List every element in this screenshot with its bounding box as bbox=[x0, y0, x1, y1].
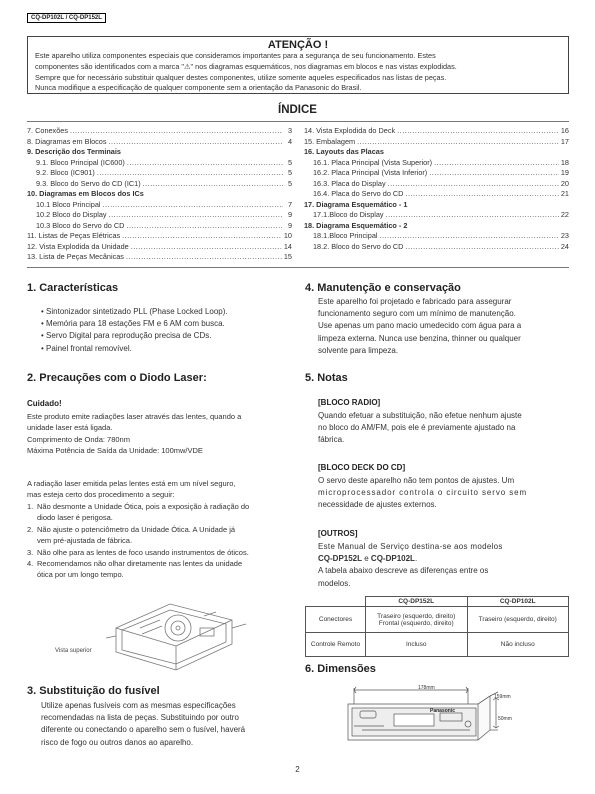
index-entry-label: 13. Lista de Peças Mecânicas bbox=[27, 252, 124, 261]
index-leader-dots bbox=[109, 210, 283, 221]
step-number: 2. bbox=[27, 524, 34, 534]
step-item bbox=[27, 501, 292, 524]
attention-line: Sempre que for necessário substituir qualquer destes componentes, utilize somente aqueles especificados nas listas de peças. bbox=[35, 72, 447, 82]
index-entry-page: 21 bbox=[560, 189, 569, 198]
feature-item: • Painel frontal removível. bbox=[41, 343, 228, 355]
index-entry-page: 24 bbox=[560, 241, 569, 251]
index-entry[interactable] bbox=[304, 126, 569, 137]
index-entry-label: 10.2 Bloco do Display bbox=[36, 210, 107, 219]
attention-line: Nunca modifique a especificação de qualquer componente sem a orientação da Panasonic do Brasil. bbox=[35, 83, 362, 93]
height-label: 50mm bbox=[498, 716, 512, 722]
index-entry-label: 11. Listas de Peças Elétricas bbox=[27, 231, 121, 240]
depth-label: 159mm bbox=[494, 694, 511, 700]
index-entry-label: 16.4. Placa do Servo do CD bbox=[313, 189, 404, 198]
index-entry-page: 7 bbox=[287, 199, 292, 209]
index-entry[interactable] bbox=[27, 210, 292, 221]
index-entry[interactable] bbox=[304, 137, 569, 148]
table-header: CQ-DP102L bbox=[467, 597, 569, 607]
step-line: diodo laser é perigosa. bbox=[37, 513, 113, 523]
bloco-radio-text bbox=[318, 410, 570, 447]
conjunction: e bbox=[362, 554, 371, 564]
index-entry-label: 8. Diagramas em Blocos bbox=[27, 136, 107, 146]
index-entry-label: 7. Conexões bbox=[27, 126, 68, 135]
index-entry-label: 18. Diagrama Esquemático - 2 bbox=[304, 220, 408, 230]
index-entry-page: 5 bbox=[287, 178, 292, 188]
index-entry[interactable] bbox=[304, 158, 569, 169]
step-line: Não olhe para as lentes de foco usando instrumentos de óticos. bbox=[37, 547, 249, 557]
index-entry-page: 3 bbox=[287, 126, 292, 135]
table-cell: Incluso bbox=[366, 633, 468, 657]
caracteristicas-heading: 1. Características bbox=[27, 282, 119, 294]
index-entry-page: 22 bbox=[560, 210, 569, 219]
step-number: 1. bbox=[27, 502, 34, 511]
index-title: ÍNDICE bbox=[278, 104, 317, 116]
feature-item: • Sintonizador sintetizado PLL (Phase Locked Loop). bbox=[41, 306, 228, 318]
precaucoes-text bbox=[27, 411, 289, 457]
attention-line: Este aparelho utiliza componentes especiais que consideramos importantes para a segurança de seu funcionamento. Estes bbox=[35, 51, 436, 60]
index-entry-label: 10.3 Bloco do Servo do CD bbox=[36, 220, 125, 230]
index-leader-dots bbox=[70, 126, 283, 137]
table-corner bbox=[306, 597, 366, 607]
attention-line: componentes são identificados com a marca "⚠" nos diagramas esquemáticos, nos diagramas em blocos e nas vistas explodidas. bbox=[35, 61, 457, 71]
fusivel-line: recomendadas na lista de peças. Substituindo por outro bbox=[41, 713, 239, 723]
index-entry-page: 5 bbox=[287, 168, 292, 177]
manutencao-heading: 4. Manutenção e conservação bbox=[305, 282, 461, 294]
index-entry[interactable] bbox=[304, 168, 569, 179]
index-entry-label: 16. Layouts das Placas bbox=[304, 147, 384, 156]
index-left-column bbox=[27, 126, 292, 263]
notas-line: fábrica. bbox=[318, 435, 345, 445]
index-entry[interactable] bbox=[304, 221, 569, 232]
figure-caption: Vista superior bbox=[55, 648, 92, 654]
precaucoes-line: Este produto emite radiações laser através das lentes, quando a bbox=[27, 412, 242, 421]
index-entry[interactable] bbox=[27, 168, 292, 179]
attention-text bbox=[28, 51, 568, 94]
table-cell-line: Traseiro (esquerdo, direito) bbox=[377, 612, 456, 620]
model-b: CQ-DP102L bbox=[370, 554, 415, 564]
manutencao-line: Use apenas um pano macio umedecido com água para a bbox=[318, 321, 522, 331]
index-leader-dots bbox=[357, 137, 559, 148]
index-entry[interactable] bbox=[27, 231, 292, 242]
model-a: CQ-DP152L bbox=[318, 554, 363, 564]
step-line: vem pré-ajustada de fábrica. bbox=[37, 536, 133, 546]
index-entry-page: 14 bbox=[283, 241, 292, 251]
notas-heading: 5. Notas bbox=[305, 372, 348, 384]
step-item bbox=[27, 524, 292, 547]
bloco-radio-title: [BLOCO RADIO] bbox=[318, 398, 381, 407]
fusivel-line: diferente ou conectando o aparelho sem o fusível, haverá bbox=[41, 725, 246, 735]
notas-line: necessidade de ajustes externos. bbox=[318, 500, 437, 510]
step-line: Recomendamos não olhar diretamente nas lentes da unidade bbox=[37, 559, 243, 569]
table-row bbox=[306, 633, 569, 657]
step-item bbox=[27, 558, 292, 581]
outros-title: [OUTROS] bbox=[318, 529, 358, 538]
table-cell: Traseiro (esquerdo, direito) bbox=[467, 607, 569, 633]
index-entry-page: 10 bbox=[283, 231, 292, 240]
brand-logo: Panasonic bbox=[430, 708, 456, 714]
index-entry[interactable] bbox=[304, 200, 569, 211]
index-leader-dots bbox=[429, 168, 559, 179]
index-entry[interactable] bbox=[27, 158, 292, 169]
caracteristicas-list bbox=[41, 306, 228, 355]
index-entry-page: 4 bbox=[287, 136, 292, 146]
index-entry-label: 14. Vista Explodida do Deck bbox=[304, 126, 396, 135]
index-entry[interactable] bbox=[304, 179, 569, 190]
step-number: 4. bbox=[27, 559, 34, 569]
dimensoes-heading: 6. Dimensões bbox=[305, 663, 376, 675]
index-entry[interactable] bbox=[27, 137, 292, 148]
index-entry-label: 10.1 Bloco Principal bbox=[36, 199, 101, 209]
notas-line: microprocessador controla o circuito servo sem bbox=[318, 488, 528, 498]
index-entry[interactable] bbox=[304, 210, 569, 221]
index-leader-dots bbox=[126, 221, 283, 232]
index-bottom-rule bbox=[27, 267, 569, 268]
index-entry[interactable] bbox=[27, 242, 292, 253]
index-entry-page: 17 bbox=[560, 136, 569, 146]
index-leader-dots bbox=[126, 252, 282, 263]
optical-unit-figure bbox=[100, 598, 250, 674]
index-entry-label: 9.2. Bloco (IC901) bbox=[36, 168, 95, 177]
manutencao-line: funcionamento seguro com um mínimo de manutenção. bbox=[318, 309, 516, 319]
outros-text bbox=[318, 541, 570, 590]
bloco-deck-text bbox=[318, 475, 570, 512]
precaucoes-line: mas esteja certo dos procedimento a seguir: bbox=[27, 490, 175, 500]
table-row-header: Conectores bbox=[306, 607, 366, 633]
index-leader-dots bbox=[127, 158, 283, 169]
index-entry[interactable] bbox=[304, 242, 569, 253]
step-item bbox=[27, 547, 292, 558]
table-cell bbox=[366, 607, 468, 633]
step-line: Não desmonte a Unidade Ótica, pois a exposição à radiação do bbox=[37, 502, 250, 511]
index-entry-label: 15. Embalagem bbox=[304, 136, 356, 146]
index-entry-page: 23 bbox=[560, 231, 569, 240]
index-leader-dots bbox=[434, 158, 559, 169]
index-entry[interactable] bbox=[27, 126, 292, 137]
index-entry[interactable] bbox=[27, 200, 292, 211]
precaucoes-line: Comprimento de Onda: 780nm bbox=[27, 434, 130, 444]
bloco-deck-title: [BLOCO DECK DO CD] bbox=[318, 463, 406, 472]
attention-box bbox=[27, 36, 569, 94]
index-leader-dots bbox=[143, 179, 283, 190]
index-leader-dots bbox=[405, 242, 558, 253]
index-entry-label: 9.1. Bloco Principal (IC600) bbox=[36, 157, 125, 167]
index-leader-dots bbox=[397, 126, 559, 137]
fusivel-text bbox=[41, 700, 291, 749]
manutencao-text bbox=[318, 296, 570, 357]
index-leader-dots bbox=[380, 231, 559, 242]
model-tag: CQ-DP102L / CQ-DP152L bbox=[27, 13, 106, 23]
index-entry-label: 16.3. Placa do Display bbox=[313, 178, 386, 188]
precaucoes-line: A radiação laser emitida pelas lentes está em um nível seguro, bbox=[27, 479, 236, 488]
index-leader-dots bbox=[122, 231, 282, 242]
page-number: 2 bbox=[295, 765, 300, 774]
index-entry-page: 16 bbox=[560, 126, 569, 135]
notas-line: O servo deste aparelho não tem pontos de ajustes. Um bbox=[318, 476, 515, 485]
table-row-header: Controle Remoto bbox=[306, 633, 366, 657]
models-line bbox=[318, 553, 570, 565]
fusivel-line: Utilize apenas fusíveis com as mesmas especificações bbox=[41, 701, 236, 710]
index-entry-label: 18.1.Bloco Principal bbox=[313, 231, 378, 240]
index-leader-dots bbox=[103, 200, 284, 211]
feature-item: • Servo Digital para reprodução precisa de CDs. bbox=[41, 330, 228, 342]
index-leader-dots bbox=[97, 168, 283, 179]
index-leader-dots bbox=[405, 189, 558, 200]
index-entry-page: 20 bbox=[560, 178, 569, 188]
index-entry[interactable] bbox=[27, 179, 292, 190]
step-line: Não ajuste o potenciômetro da Unidade Ótica. A Unidade já bbox=[37, 524, 236, 534]
index-leader-dots bbox=[109, 137, 284, 148]
precaucoes-line: unidade laser está ligada. bbox=[27, 423, 113, 433]
notas-line: A tabela abaixo descreve as diferenças entre os bbox=[318, 566, 489, 576]
index-entry-label: 16.1. Placa Principal (Vista Superior) bbox=[313, 157, 433, 167]
index-entry-label: 9. Descrição dos Terminais bbox=[27, 147, 121, 156]
index-entry[interactable] bbox=[27, 147, 292, 158]
index-entry-label: 17. Diagrama Esquemático - 1 bbox=[304, 199, 408, 209]
fusivel-line: risco de fogo ou outros danos ao aparelho. bbox=[41, 737, 194, 747]
index-entry[interactable] bbox=[304, 189, 569, 200]
period: . bbox=[414, 554, 418, 564]
index-entry[interactable] bbox=[304, 147, 569, 158]
index-entry-page: 18 bbox=[560, 157, 569, 167]
index-top-rule bbox=[27, 121, 569, 122]
precaucoes-steps bbox=[27, 501, 292, 581]
index-entry[interactable] bbox=[27, 252, 292, 263]
index-entry-page: 19 bbox=[560, 168, 569, 177]
index-entry-page: 9 bbox=[287, 210, 292, 219]
notas-line: Quando efetuar a substituição, não efetue nenhum ajuste bbox=[318, 411, 522, 420]
table-header: CQ-DP152L bbox=[366, 597, 468, 607]
notas-line: Este Manual de Serviço destina-se aos modelos bbox=[318, 542, 503, 551]
index-entry[interactable] bbox=[27, 221, 292, 232]
manutencao-line: solvente para limpeza. bbox=[318, 345, 399, 355]
index-entry-page: 15 bbox=[283, 252, 292, 261]
models-comparison-table bbox=[305, 596, 569, 657]
index-entry[interactable] bbox=[304, 231, 569, 242]
index-entry[interactable] bbox=[27, 189, 292, 200]
notas-line: no bloco do AM/FM, pois ele é previamente ajustado na bbox=[318, 423, 516, 433]
table-row bbox=[306, 607, 569, 633]
index-entry-label: 17.1.Bloco do Display bbox=[313, 210, 384, 219]
table-cell-line: Frontal (esquerdo, direito) bbox=[378, 619, 454, 627]
feature-item: • Memória para 18 estações FM e 6 AM com busca. bbox=[41, 318, 228, 330]
index-leader-dots bbox=[386, 210, 559, 221]
index-entry-page: 9 bbox=[287, 220, 292, 230]
width-label: 178mm bbox=[418, 685, 435, 691]
index-leader-dots bbox=[388, 179, 559, 190]
table-cell: Não incluso bbox=[467, 633, 569, 657]
precaucoes-heading: 2. Precauções com o Diodo Laser: bbox=[27, 372, 207, 384]
index-entry-label: 10. Diagramas em Blocos dos ICs bbox=[27, 189, 144, 198]
precaucoes-subtitle: Cuidado! bbox=[27, 399, 62, 408]
step-line: ótica por um longo tempo. bbox=[37, 570, 124, 580]
fusivel-heading: 3. Substituição do fusível bbox=[27, 685, 160, 697]
index-entry-label: 12. Vista Explodida da Unidade bbox=[27, 241, 129, 251]
index-entry-label: 18.2. Bloco do Servo do CD bbox=[313, 241, 404, 251]
notas-line: modelos. bbox=[318, 578, 351, 588]
precaucoes-para2 bbox=[27, 478, 289, 501]
step-number: 3. bbox=[27, 547, 34, 557]
index-leader-dots bbox=[131, 242, 282, 253]
index-entry-page: 5 bbox=[287, 157, 292, 167]
index-entry-label: 9.3. Bloco do Servo do CD (IC1) bbox=[36, 178, 141, 188]
manutencao-line: Este aparelho foi projetado e fabricado para assegurar bbox=[318, 297, 512, 306]
index-right-column bbox=[304, 126, 569, 252]
precaucoes-line: Máxima Potência de Saída da Unidade: 100mw/VDE bbox=[27, 446, 203, 456]
table-header-row bbox=[306, 597, 569, 607]
attention-title: ATENÇÃO ! bbox=[267, 39, 329, 51]
index-entry-label: 16.2. Placa Principal (Vista Inferior) bbox=[313, 168, 428, 177]
manutencao-line: limpeza externa. Nunca use benzina, thinner ou qualquer bbox=[318, 333, 521, 343]
